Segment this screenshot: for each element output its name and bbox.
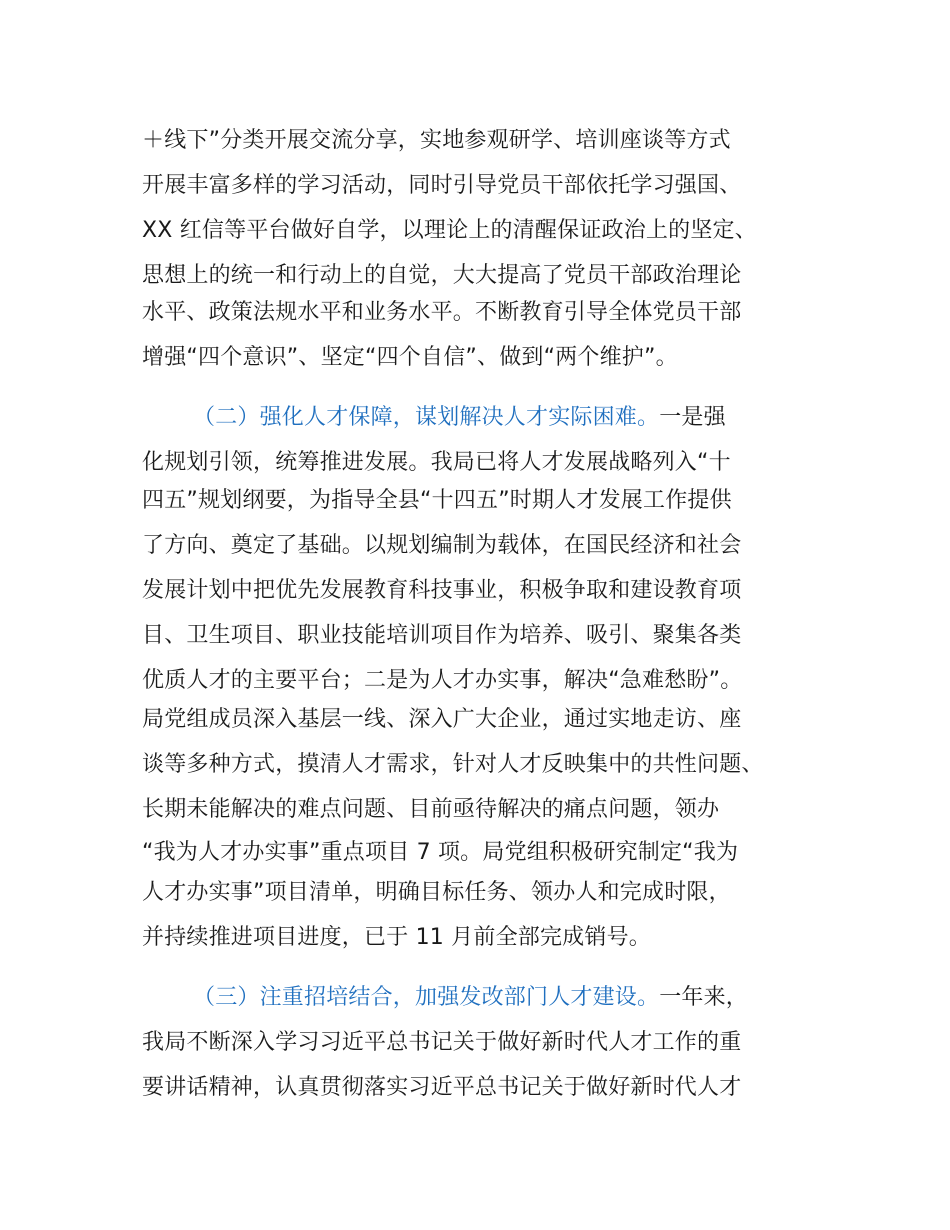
text-line: 局党组成员深入基层一线、深入广大企业，通过实地走访、座 <box>142 707 742 732</box>
text-line: 要讲话精神，认真贯彻落实习近平总书记关于做好新时代人才 <box>142 1075 742 1100</box>
text-line: 了方向、奠定了基础。以规划编制为载体，在国民经济和社会 <box>142 533 742 558</box>
text-line: 化规划引领，统筹推进发展。我局已将人才发展战略列入“十 <box>142 450 731 475</box>
text-line: 长期未能解决的难点问题、目前亟待解决的痛点问题，领办 <box>142 797 720 822</box>
text-line: ＋线下”分类开展交流分享，实地参观研学、培训座谈等方式 <box>142 128 731 153</box>
text-line: 我局不断深入学习习近平总书记关于做好新时代人才工作的重 <box>142 1030 742 1055</box>
text-run: 一是强 <box>659 405 726 430</box>
paragraph-3-first-line <box>193 983 748 1013</box>
section-heading: （二）强化人才保障，谋划解决人才实际困难。 <box>193 405 660 430</box>
text-line: “我为人才办实事”重点项目 7 项。局党组积极研究制定“我为 <box>142 840 739 865</box>
text-line: 思想上的统一和行动上的自觉，大大提高了党员干部政治理论 <box>142 263 742 288</box>
text-line: 水平、政策法规水平和业务水平。不断教育引导全体党员干部 <box>142 300 742 325</box>
text-line: 四五”规划纲要，为指导全县“十四五”时期人才发展工作提供 <box>142 488 732 513</box>
text-line: 谈等多种方式，摸清人才需求，针对人才反映集中的共性问题、 <box>142 752 764 777</box>
paragraph-2-first-line <box>193 403 726 433</box>
text-run: 一年来， <box>659 985 749 1010</box>
text-line: 目、卫生项目、职业技能培训项目作为培养、吸引、聚集各类 <box>142 623 742 648</box>
text-line: 人才办实事”项目清单，明确目标任务、领办人和完成时限， <box>142 880 731 905</box>
text-line: 并持续推进项目进度，已于 11 月前全部完成销号。 <box>142 925 651 950</box>
text-line: XX 红信等平台做好自学，以理论上的清醒保证政治上的坚定、 <box>142 218 757 243</box>
text-line: 开展丰富多样的学习活动，同时引导党员干部依托学习强国、 <box>142 173 742 198</box>
text-line: 优质人才的主要平台；二是为人才办实事，解决“急难愁盼”。 <box>142 668 743 693</box>
text-line: 增强“四个意识”、坚定“四个自信”、做到“两个维护”。 <box>142 345 678 370</box>
text-line: 发展计划中把优先发展教育科技事业，积极争取和建设教育项 <box>142 578 742 603</box>
section-heading: （三）注重招培结合，加强发改部门人才建设。 <box>193 985 660 1010</box>
